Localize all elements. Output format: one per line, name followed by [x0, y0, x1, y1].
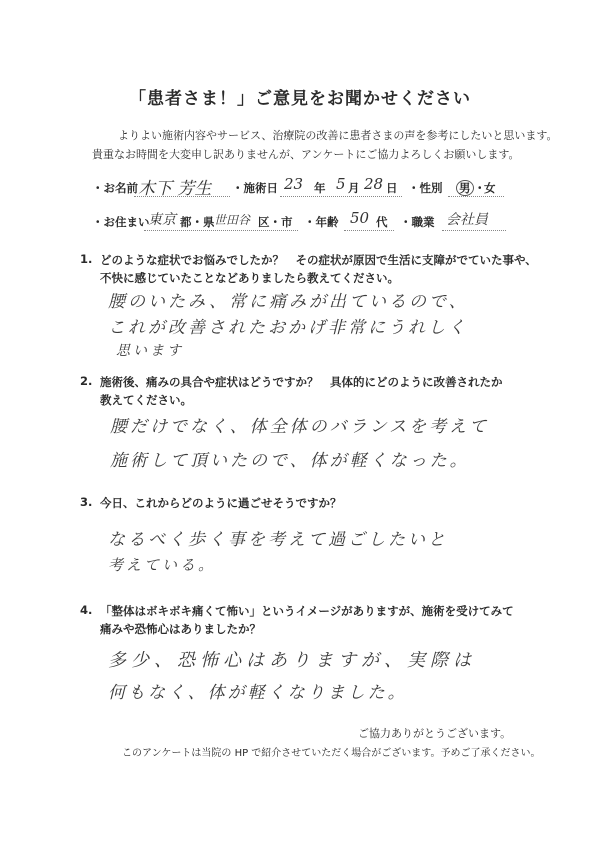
question-4-line-1: 「整体はボキボキ痛くて怖い」というイメージがありますが、施術を受けてみて	[100, 604, 514, 618]
age-value: 50	[350, 209, 370, 227]
job-value: 会社員	[446, 212, 488, 228]
date-year-unit: 年	[314, 181, 326, 195]
date-year: 23	[284, 175, 304, 193]
thanks-text: ご協力ありがとうございます。	[358, 727, 512, 740]
question-2-line-2: 教えてください。	[100, 393, 192, 407]
address-city: 世田谷	[214, 213, 251, 227]
date-month-unit: 月	[348, 181, 360, 195]
gender-label: ・性別	[408, 181, 443, 195]
question-1-line-1: どのような症状でお悩みでしたか？ その症状が原因で生活に支障がでていた事や、	[100, 253, 537, 267]
age-label: ・年齢	[304, 215, 339, 229]
address-pref: 東京	[148, 212, 176, 228]
job-label: ・職業	[400, 215, 435, 229]
answer-3-line-2: 考えている。	[108, 556, 217, 574]
page-title: 「患者さま！」ご意見をお聞かせください	[129, 89, 471, 109]
answer-1-line-2: これが改善されたおかげ非常にうれしく	[108, 318, 468, 338]
question-2-line-1: 施術後、痛みの具合や症状はどうですか？ 具体的にどのように改善されたか	[100, 375, 503, 389]
date-day-unit: 日	[386, 181, 398, 195]
answer-2-line-2: 施術して頂いたので、体が軽くなった。	[110, 451, 470, 471]
answer-1-line-1: 腰のいたみ、常に痛みが出ているので、	[108, 292, 469, 312]
intro-line-1: よりよい施術内容やサービス、治療院の改善に患者さまの声を参考にしたいと思います。	[118, 129, 558, 142]
answer-3-line-1: なるべく歩く事を考えて過ごしたいと	[108, 530, 448, 550]
question-1-line-2: 不快に感じていたことなどありましたら教えてください。	[100, 271, 399, 285]
footer-note: このアンケートは当院の HP で紹介させていただく場合がございます。予めご了承ください。	[122, 748, 541, 759]
gender-separator: ・	[474, 181, 486, 195]
address-label: ・お住まい	[92, 215, 150, 229]
question-2-number: 2.	[80, 374, 93, 388]
age-unit: 代	[376, 215, 388, 229]
answer-4-line-2: 何もなく、体が軽くなりました。	[108, 683, 408, 703]
date-day: 28	[364, 175, 384, 193]
answer-1-line-3: 思います	[116, 343, 184, 359]
answer-4-line-1: 多少、恐怖心はありますが、実際は	[108, 650, 476, 671]
address-pref-unit: 都・県	[180, 215, 215, 229]
address-city-unit: 区・市	[258, 215, 293, 229]
question-4-number: 4.	[80, 603, 93, 617]
question-3-line-1: 今日、これからどのように過ごせそうですか？	[100, 496, 342, 510]
gender-male-circled: 男	[456, 180, 474, 196]
answer-2-line-1: 腰だけでなく、体全体のバランスを考えて	[110, 417, 490, 437]
date-month: 5	[336, 175, 346, 193]
name-value: 木下 芳生	[138, 179, 212, 199]
intro-line-2: 貴重なお時間を大変申し訳ありませんが、アンケートにご協力よろしくお願いします。	[92, 148, 520, 161]
question-1-number: 1.	[80, 252, 93, 266]
question-3-number: 3.	[80, 495, 93, 509]
name-label: ・お名前	[92, 181, 138, 195]
date-label: ・施術日	[232, 181, 278, 195]
question-4-line-2: 痛みや恐怖心はありましたか？	[100, 622, 261, 636]
gender-female: 女	[484, 181, 496, 195]
